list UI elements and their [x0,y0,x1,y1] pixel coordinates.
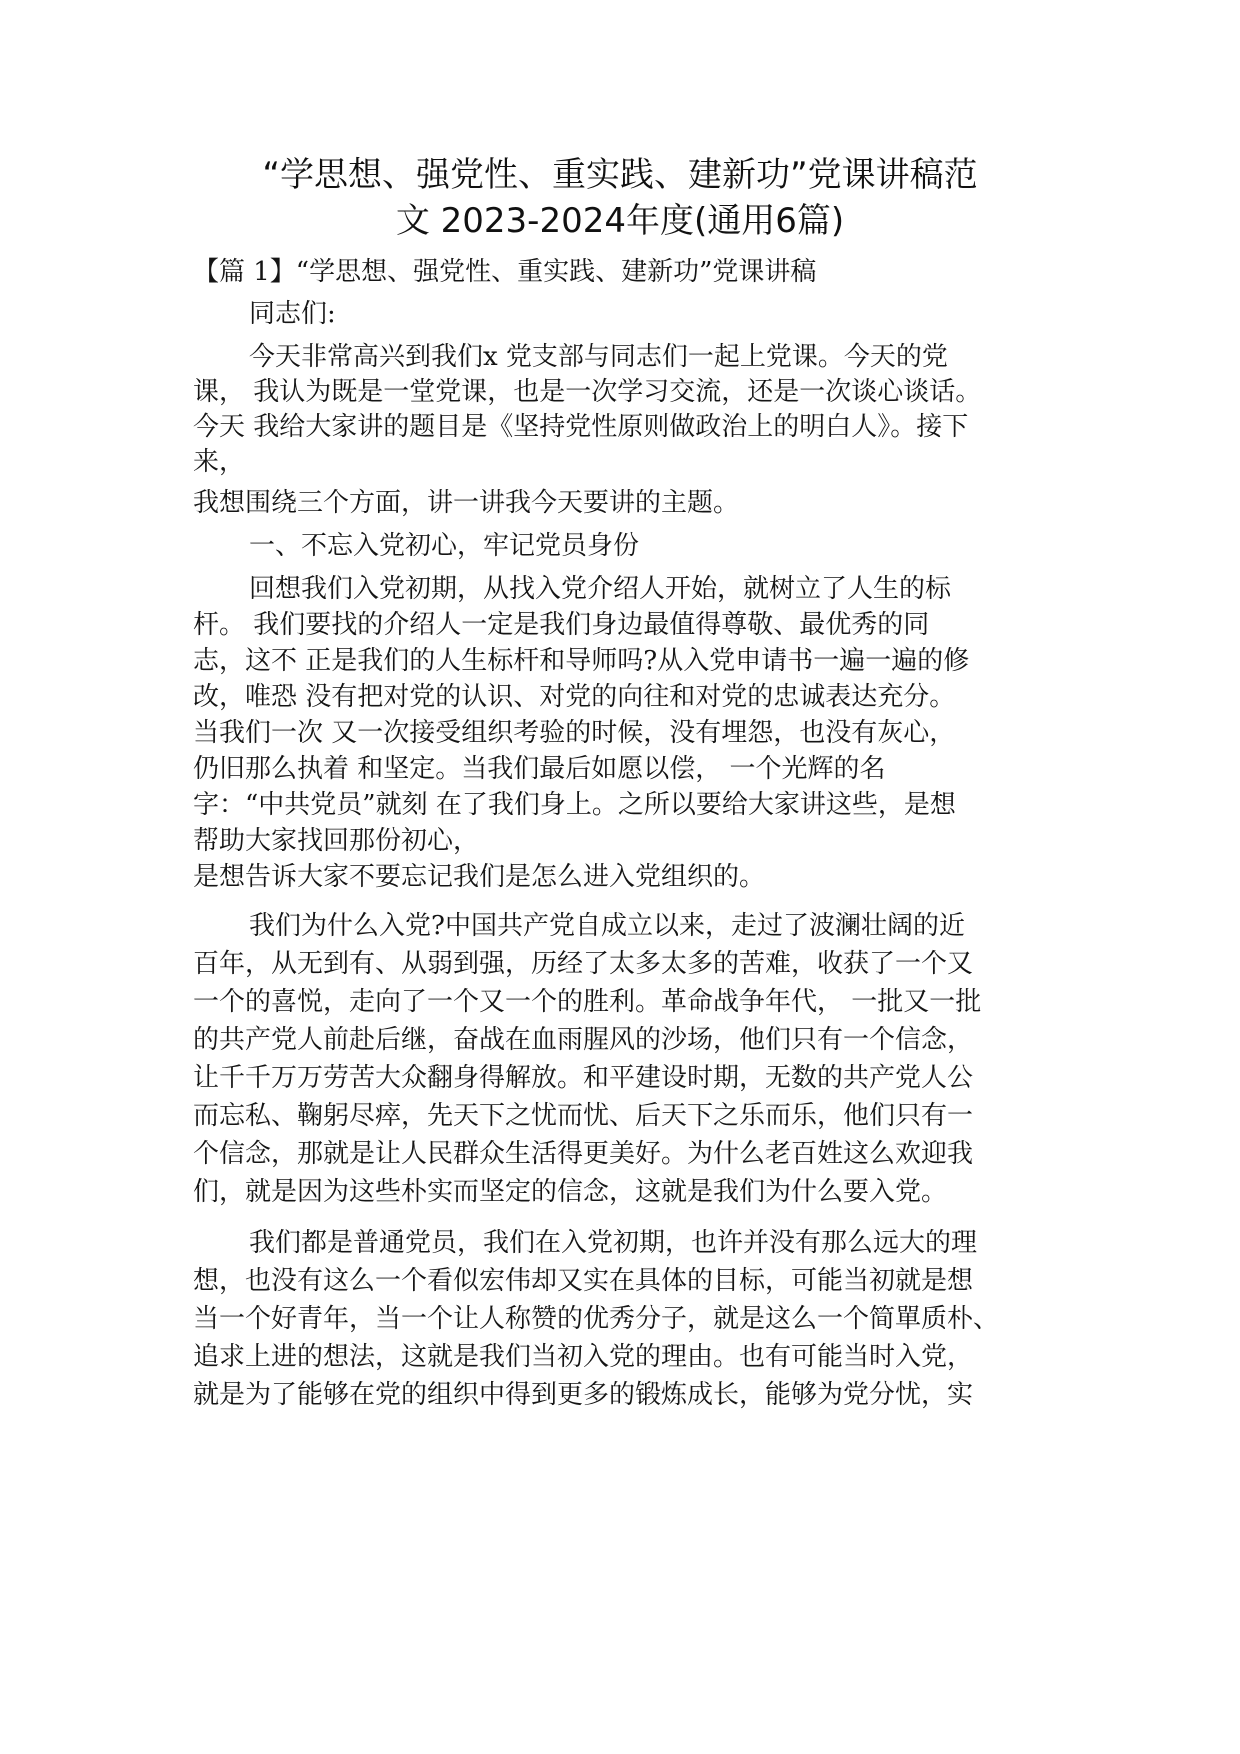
text-line: 帮助大家找回那份初心， [193,826,480,856]
text-line: 我们都是普通党员，我们在入党初期，也许并没有那么远大的理 [249,1228,978,1258]
text-line: 个信念，那就是让人民群众生活得更美好。为什么老百姓这么欢迎我 [193,1139,974,1169]
text-line: 就是为了能够在党的组织中得到更多的锻炼成长，能够为党分忧，实 [193,1380,974,1410]
text-line: 当一个好青年，当一个让人称赞的优秀分子，就是这么一个简單质朴、 [193,1304,1000,1334]
subsection-heading: 一、不忘入党初心，牢记党员身份 [249,531,640,561]
salutation: 同志们: [249,299,336,329]
text-line: 杆。 我们要找的介绍人一定是我们身边最值得尊敬、最优秀的同 [193,610,930,640]
text-line: 一个的喜悦，走向了一个又一个的胜利。革命战争年代， 一批又一批 [193,987,982,1017]
text-line: 们，就是因为这些朴实而坚定的信念，这就是我们为什么要入党。 [193,1177,948,1207]
text-line: 追求上进的想法，这就是我们当初入党的理由。也有可能当时入党， [193,1342,974,1372]
text-line: 志，这不 正是我们的人生标杆和导师吗?从入党申请书一遍一遍的修 [193,646,970,676]
text-line: 百年，从无到有、从弱到强，历经了太多太多的苦难，收获了一个又 [193,949,974,979]
text-line: 而忘私、鞠躬尽瘁，先天下之忧而忧、后天下之乐而乐，他们只有一 [193,1101,974,1131]
text-line: 的共产党人前赴后继，奋战在血雨腥风的沙场，他们只有一个信念， [193,1025,974,1055]
document-title-line-1: “学思想、强党性、重实践、建新功”党课讲稿范 [262,155,978,195]
text-line: 是想告诉大家不要忘记我们是怎么进入党组织的。 [193,862,766,892]
text-line: 来， [193,447,246,477]
text-line: 我们为什么入党?中国共产党自成立以来，走过了波澜壮阔的近 [249,911,965,941]
text-line: 回想我们入党初期，从找入党介绍人开始，就树立了人生的标 [249,574,952,604]
section-heading: 【篇 1】“学思想、强党性、重实践、建新功”党课讲稿 [193,257,817,287]
text-line: 我想围绕三个方面，讲一讲我今天要讲的主题。 [193,488,740,518]
text-line: 今天 我给大家讲的题目是《坚持党性原则做政治上的明白人》。接下 [193,412,969,442]
text-line: 仍旧那么执着 和坚定。当我们最后如愿以偿， 一个光辉的名 [193,754,886,784]
text-line: 字：“中共党员”就刻 在了我们身上。之所以要给大家讲这些，是想 [193,790,956,820]
text-line: 让千千万万劳苦大众翻身得解放。和平建设时期，无数的共产党人公 [193,1063,974,1093]
text-line: 课， 我认为既是一堂党课，也是一次学习交流，还是一次谈心谈话。 [193,377,982,407]
document-title-line-2: 文 2023-2024年度(通用6篇) [395,201,845,241]
text-line: 今天非常高兴到我们x 党支部与同志们一起上党课。今天的党 [249,342,948,372]
text-line: 想，也没有这么一个看似宏伟却又实在具体的目标，可能当初就是想 [193,1266,974,1296]
text-line: 改，唯恐 没有把对党的认识、对党的向往和对党的忠诚表达充分。 [193,682,956,712]
text-line: 当我们一次 又一次接受组织考验的时候，没有埋怨，也没有灰心， [193,718,956,748]
